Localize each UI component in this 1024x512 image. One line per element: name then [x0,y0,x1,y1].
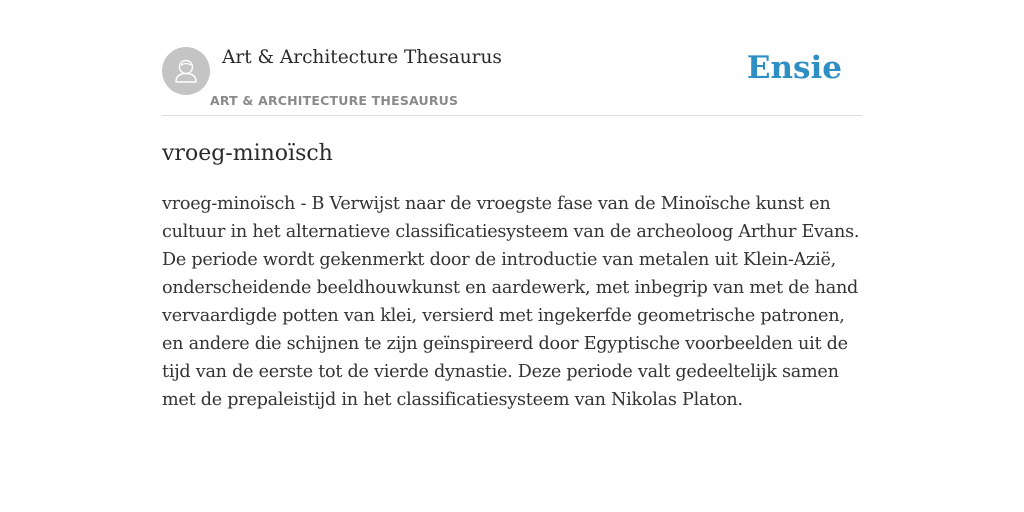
avatar[interactable] [162,47,210,95]
source-subtitle: ART & ARCHITECTURE THESAURUS [210,93,459,108]
user-icon [162,47,210,95]
brand-logo[interactable]: Ensie [746,50,842,86]
entry-body: vroeg-minoïsch - B Verwijst naar de vroegste fase van de Minoïsche kunst en cultuur in het alternatieve classificatiesysteem van de archeoloog Arthur Evans. De periode wordt gekenmerkt door de introductie van metalen uit Klein-Azië, onderscheidende beeldhouwkunst en aardewerk, met inbegrip van met de hand vervaardigde potten van klei, versierd met ingekerfde geometrische patronen, en andere die schijnen te zijn geïnspireerd door Egyptische voorbeelden uit de tijd van de eerste tot de vierde dynastie. Deze periode valt gedeeltelijk samen met de prepaleistijd in het classificatiesysteem van Nikolas Platon. [162,194,860,410]
entry-card [162,46,862,414]
entry-header [162,46,862,116]
entry-title: vroeg-minoïsch [162,141,333,166]
source-title[interactable]: Art & Architecture Thesaurus [222,47,502,68]
